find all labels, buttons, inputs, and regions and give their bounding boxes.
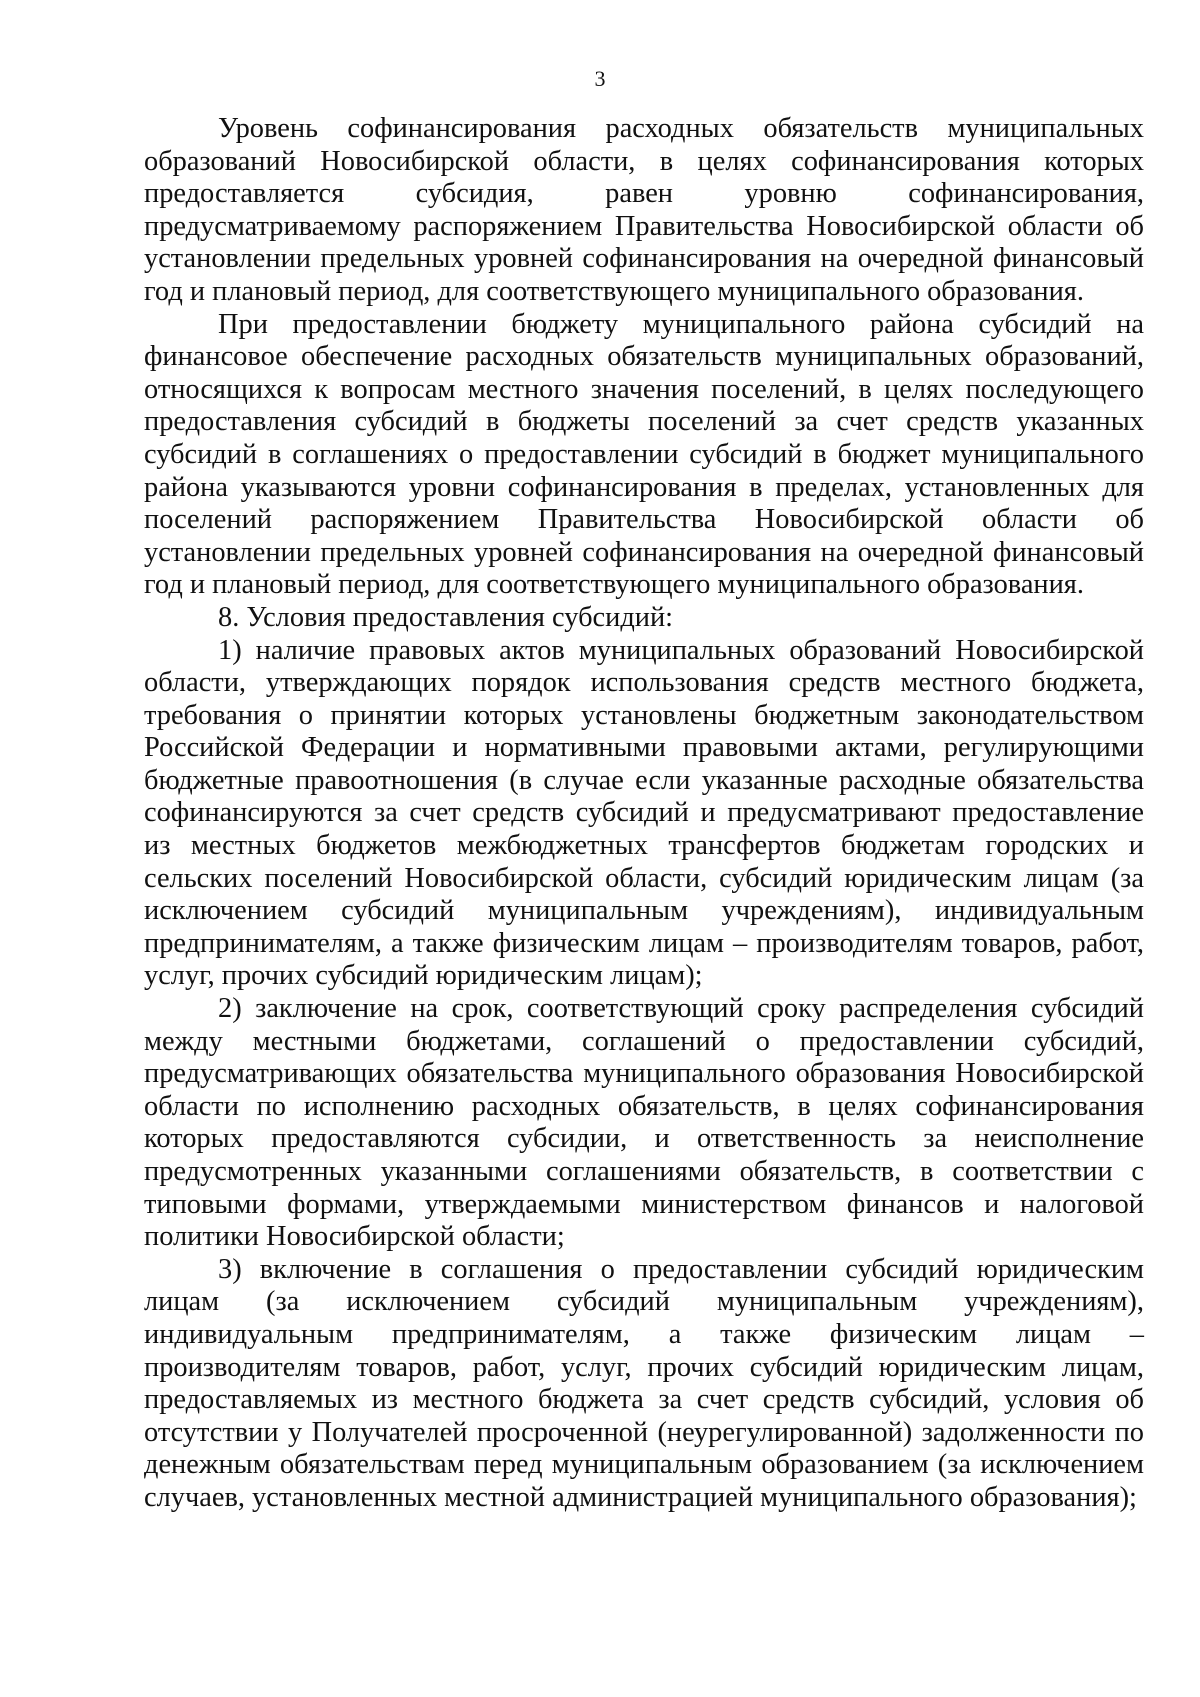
paragraph-cofinancing-level: Уровень софинансирования расходных обязательств муниципальных образований Новосибирской области, в целях софинансирования которых предоставляется субсидия, равен уровню софинансирования, предусматриваемому распоряжением Правительства Новосибирской области об установлении предельных уровней софинансирования на очередной финансовый год и плановый период, для соответствующего муниципального образования. bbox=[144, 113, 1144, 307]
condition-item-1: 1) наличие правовых актов муниципальных образований Новосибирской области, утверждающих порядок использования средств местного бюджета, требования о принятии которых установлены бюджетным законодательством Российской Федерации и нормативными правовыми актами, регулирующими бюджетные правоотношения (в случае если указанные расходные обязательства софинансируются за счет средств субсидий и предусматривают предоставление из местных бюджетов межбюджетных трансфертов бюджетам городских и сельских поселений Новосибирской области, субсидий юридическим лицам (за исключением субсидий муниципальным учреждениям), индивидуальным предпринимателям, а также физическим лицам – производителям товаров, работ, услуг, прочих субсидий юридическим лицам); bbox=[144, 634, 1144, 992]
document-body bbox=[144, 113, 1144, 1515]
paragraph-municipal-district-subsidies: При предоставлении бюджету муниципального района субсидий на финансовое обеспечение расходных обязательств муниципальных образований, относящихся к вопросам местного значения поселений, в целях последующего предоставления субсидий в бюджеты поселений за счет средств указанных субсидий в соглашениях о предоставлении субсидий в бюджет муниципального района указываются уровни софинансирования в пределах, установленных для поселений распоряжением Правительства Новосибирской области об установлении предельных уровней софинансирования на очередной финансовый год и плановый период, для соответствующего муниципального образования. bbox=[144, 308, 1144, 601]
page-number: 3 bbox=[594, 66, 606, 91]
section-heading-conditions: 8. Условия предоставления субсидий: bbox=[218, 601, 674, 633]
condition-item-2: 2) заключение на срок, соответствующий сроку распределения субсидий между местными бюджетами, соглашений о предоставлении субсидий, предусматривающих обязательства муниципального образования Новосибирской области по исполнению расходных обязательств, в целях софинансирования которых предоставляются субсидии, и ответственность за неисполнение предусмотренных указанными соглашениями обязательств, в соответствии с типовыми формами, утверждаемыми министерством финансов и налоговой политики Новосибирской области; bbox=[144, 993, 1144, 1253]
condition-item-3: 3) включение в соглашения о предоставлении субсидий юридическим лицам (за исключением субсидий муниципальным учреждениям), индивидуальным предпринимателям, а также физическим лицам – производителям товаров, работ, услуг, прочих субсидий юридическим лицам, предоставляемых из местного бюджета за счет средств субсидий, условия об отсутствии у Получателей просроченной (неурегулированной) задолженности по денежным обязательствам перед муниципальным образованием (за исключением случаев, установленных местной администрацией муниципального образования); bbox=[144, 1253, 1144, 1513]
